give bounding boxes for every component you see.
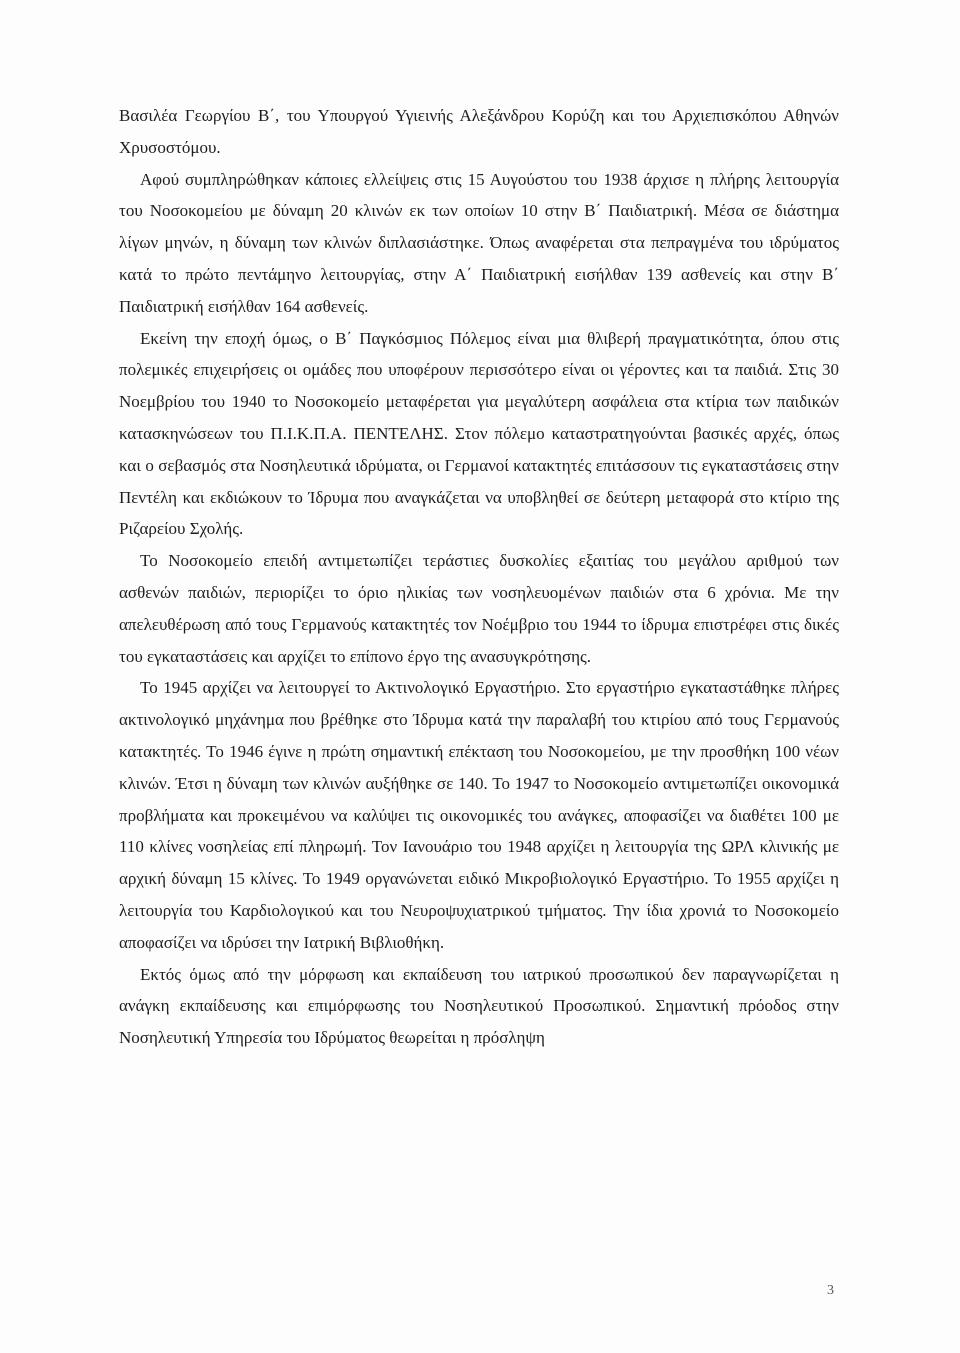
- body-text: [119, 100, 839, 1054]
- paragraph-1: Βασιλέα Γεωργίου Β΄, του Υπουργού Υγιεινής Αλεξάνδρου Κορύζη και του Αρχιεπισκόπου Αθηνών Χρυσοστόμου.: [119, 106, 839, 157]
- paragraph-6: Εκτός όμως από την μόρφωση και εκπαίδευση του ιατρικού προσωπικού δεν παραγνωρίζεται η ανάγκη εκπαίδευσης και επιμόρφωσης του Νοσηλευτικού Προσωπικού. Σημαντική πρόοδος στην Νοσηλευτική Υπηρεσία του Ιδρύματος θεωρείται η πρόσληψη: [119, 964, 839, 1048]
- paragraph-5: Το 1945 αρχίζει να λειτουργεί το Ακτινολογικό Εργαστήριο. Στο εργαστήριο εγκαταστάθηκε πλήρες ακτινολογικό μηχάνημα που βρέθηκε στο Ίδρυμα κατά την παραλαβή του κτιρίου από τους Γερμανούς κατακτητές. Το 1946 έγινε η πρώτη σημαντική επέκταση του Νοσοκομείου, με την προσθήκη 100 νέων κλινών. Έτσι η δύναμη των κλινών αυξήθηκε σε 140. Το 1947 το Νοσοκομείο αντιμετωπίζει οικονομικά προβλήματα και προκειμένου να καλύψει τις οικονομικές του ανάγκες, αποφασίζει να διαθέτει 100 με 110 κλίνες νοσηλείας επί πληρωμή. Τον Ιανουάριο του 1948 αρχίζει η λειτουργία της ΩΡΛ κλινικής με αρχική δύναμη 15 κλίνες. Το 1949 οργανώνεται ειδικό Μικροβιολογικό Εργαστήριο. Το 1955 αρχίζει η λειτουργία του Καρδιολογικού και του Νευροψυχιατρικού τμήματος. Την ίδια χρονιά το Νοσοκομείο αποφασίζει να ιδρύσει την Ιατρική Βιβλιοθήκη.: [119, 678, 839, 952]
- paragraph-4: Το Νοσοκομείο επειδή αντιμετωπίζει τεράστιες δυσκολίες εξαιτίας του μεγάλου αριθμού των ασθενών παιδιών, περιορίζει το όριο ηλικίας των νοσηλευομένων παιδιών στα 6 χρόνια. Με την απελευθέρωση από τους Γερμανούς κατακτητές τον Νοέμβριο του 1944 το ίδρυμα επιστρέφει στις δικές του εγκαταστάσεις και αρχίζει το επίπονο έργο της ανασυγκρότησης.: [119, 551, 839, 666]
- page-number: 3: [827, 1283, 834, 1298]
- paragraph-2: Αφού συμπληρώθηκαν κάποιες ελλείψεις στις 15 Αυγούστου του 1938 άρχισε η πλήρης λειτουργία του Νοσοκομείου με δύναμη 20 κλινών εκ των οποίων 10 στην Β΄ Παιδιατρική. Μέσα σε διάστημα λίγων μηνών, η δύναμη των κλινών διπλασιάστηκε. Όπως αναφέρεται στα πεπραγμένα του ιδρύματος κατά το πρώτο πεντάμηνο λειτουργίας, στην Α΄ Παιδιατρική εισήλθαν 139 ασθενείς και στην Β΄ Παιδιατρική εισήλθαν 164 ασθενείς.: [119, 169, 839, 316]
- paragraph-3: Εκείνη την εποχή όμως, ο Β΄ Παγκόσμιος Πόλεμος είναι μια θλιβερή πραγματικότητα, όπου στις πολεμικές επιχειρήσεις οι ομάδες που υποφέρουν περισσότερο είναι οι γέροντες και τα παιδιά. Στις 30 Νοεμβρίου του 1940 το Νοσοκομείο μεταφέρεται για μεγαλύτερη ασφάλεια στα κτίρια των παιδικών κατασκηνώσεων του Π.Ι.Κ.Π.Α. ΠΕΝΤΕΛΗΣ. Στον πόλεμο καταστρατηγούνται βασικές αρχές, όπως και ο σεβασμός στα Νοσηλευτικά ιδρύματα, οι Γερμανοί κατακτητές επιτάσσουν τις εγκαταστάσεις στην Πεντέλη και εκδιώκουν το Ίδρυμα που αναγκάζεται να υποβληθεί σε δεύτερη μεταφορά στο κτίριο της Ριζαρείου Σχολής.: [119, 328, 839, 539]
